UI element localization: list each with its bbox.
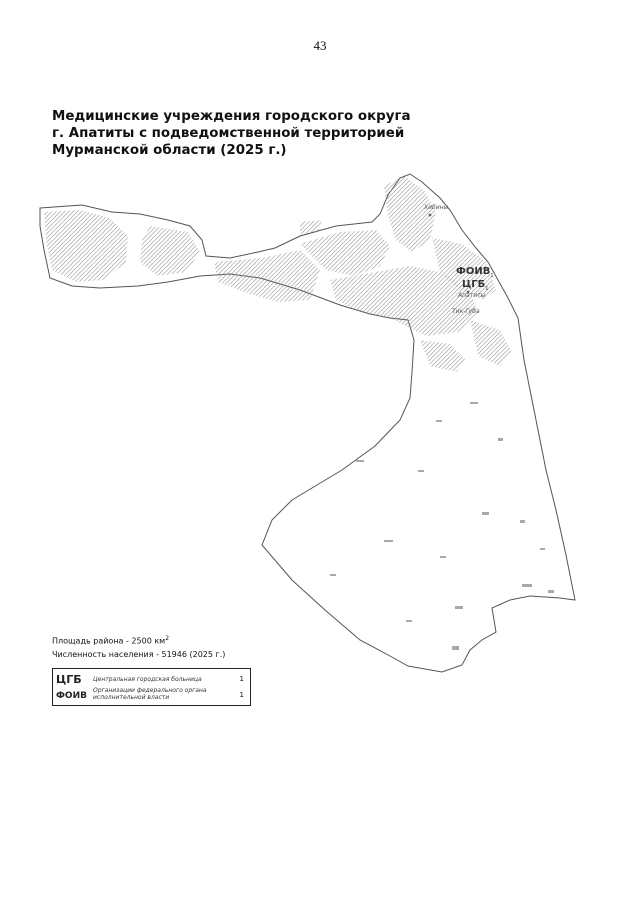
terrain-speckle xyxy=(452,646,459,650)
map-title-line-2: г. Апатиты с подведомственной территорией xyxy=(52,126,405,141)
legend-item-foiv xyxy=(53,687,252,705)
terrain-speckle xyxy=(540,548,545,550)
terrain-speckle xyxy=(406,620,412,622)
terrain-speckle xyxy=(440,556,446,558)
place-label-khibiny: Хибины xyxy=(424,204,449,211)
terrain-speckle xyxy=(356,460,364,462)
district-area-unit-sup: 2 xyxy=(165,635,170,642)
district-area xyxy=(52,632,225,648)
terrain-speckle xyxy=(520,520,525,523)
map-title-line-1: Медицинские учреждения городского округа xyxy=(52,109,411,124)
legend-code-foiv: ФОИВ xyxy=(56,691,87,701)
place-label-apatity: Апатиты xyxy=(458,292,486,299)
terrain-speckle xyxy=(418,470,424,472)
map-symbol-tsgb-code: ЦГБ xyxy=(462,279,486,290)
settlement-marker-khibiny xyxy=(429,214,432,217)
terrain-speckle xyxy=(330,574,336,576)
district-area-text: Площадь района - 2500 км xyxy=(52,636,166,646)
legend-label-foiv: Организации федерального органа исполнительной власти xyxy=(93,687,207,701)
terrain-speckle xyxy=(548,590,554,593)
page-number: 43 xyxy=(313,38,327,53)
terrain-speckle xyxy=(436,420,442,422)
map-symbol-foiv-code: ФОИВ xyxy=(456,266,491,277)
legend-count-tsgb: 1 xyxy=(239,675,244,683)
terrain-speckle xyxy=(384,540,393,542)
legend-label-tsgb: Центральная городская больница xyxy=(93,676,202,683)
legend-count-foiv: 1 xyxy=(239,691,244,699)
terrain-speckle xyxy=(470,402,478,404)
place-label-tik-guba: Тик-Губа xyxy=(452,308,480,315)
map-symbol-tsgb xyxy=(462,279,488,292)
map-symbol-foiv xyxy=(456,266,494,279)
district-stats xyxy=(52,632,225,661)
terrain-speckle xyxy=(455,606,463,609)
terrain-speckle xyxy=(482,512,489,515)
terrain-speckle xyxy=(498,438,503,441)
map-title-line-3: Мурманской области (2025 г.) xyxy=(52,143,287,158)
map-legend xyxy=(52,668,251,706)
terrain-speckle xyxy=(522,584,532,587)
district-population: Численность населения - 51946 (2025 г.) xyxy=(52,649,226,659)
map-symbol-tsgb-index: 1 xyxy=(485,286,489,292)
map-symbol-foiv-index: 1 xyxy=(490,273,494,279)
legend-code-tsgb: ЦГБ xyxy=(56,673,82,686)
